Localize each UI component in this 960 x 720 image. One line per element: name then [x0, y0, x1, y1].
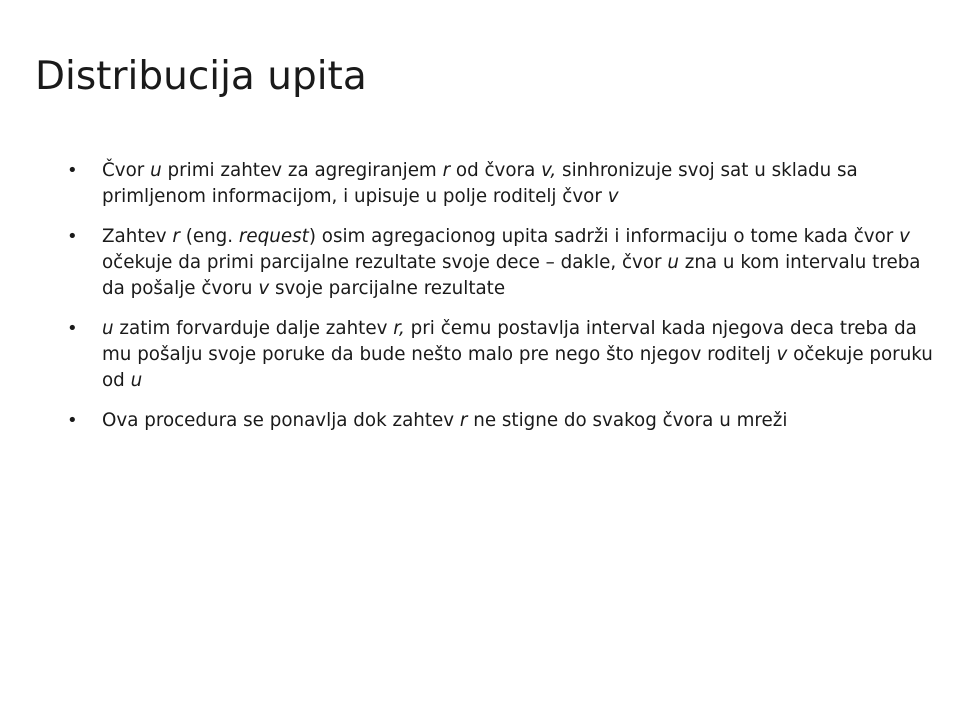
- bullet-text-italic: v: [899, 226, 910, 247]
- bullet-text: pri čemu postavlja interval kada njegova deca treba da mu pošalju svoje poruke da bude nešto malo pre nego što njegov roditelj: [102, 318, 917, 365]
- bullet-text: Čvor: [102, 160, 151, 181]
- bullet-text-italic: r: [442, 160, 451, 181]
- bullet-item: [67, 316, 940, 394]
- bullet-text-italic: r: [459, 410, 468, 431]
- bullet-text: Ova procedura se ponavlja dok zahtev: [102, 410, 460, 431]
- bullet-text: Zahtev: [102, 226, 173, 247]
- bullet-text: zna u kom intervalu treba da pošalje čvoru: [102, 252, 921, 299]
- bullet-text-italic: v,: [541, 160, 557, 181]
- bullet-text: primi zahtev za agregiranjem: [161, 160, 443, 181]
- bullet-text-italic: u: [130, 370, 143, 391]
- bullet-point-icon: •: [67, 226, 78, 247]
- bullet-text-italic: r,: [393, 318, 405, 339]
- bullet-text-italic: u: [667, 252, 679, 273]
- bullet-text: ) osim agregacionog upita sadrži i informaciju o tome kada čvor: [308, 226, 900, 247]
- bullet-text: svoje parcijalne rezultate: [269, 278, 506, 299]
- bullet-item: [67, 158, 940, 210]
- bullet-text: (eng.: [179, 226, 239, 247]
- bullet-item: [67, 224, 940, 302]
- bullet-text-italic: u: [102, 318, 114, 339]
- bullet-text-italic: r: [172, 226, 180, 247]
- bullet-text-italic: request: [238, 226, 309, 247]
- bullet-text-italic: u: [150, 160, 162, 181]
- bullet-point-icon: •: [67, 410, 78, 431]
- bullet-list: [67, 158, 940, 448]
- bullet-point-icon: •: [67, 160, 78, 181]
- bullet-text: sinhronizuje svoj sat u skladu sa primljenom informacijom, i upisuje u polje roditelj čvor: [102, 160, 858, 207]
- bullet-point-icon: •: [67, 318, 78, 339]
- bullet-text: ne stigne do svakog čvora u mreži: [467, 410, 788, 431]
- bullet-text-italic: v: [776, 344, 788, 365]
- bullet-text-italic: v: [607, 186, 619, 207]
- bullet-text: od čvora: [450, 160, 542, 181]
- bullet-text: zatim forvarduje dalje zahtev: [113, 318, 394, 339]
- slide-title: Distribucija upita: [35, 54, 367, 99]
- bullet-item: [67, 408, 940, 434]
- bullet-text: očekuje poruku od: [102, 344, 933, 391]
- bullet-text: očekuje da primi parcijalne rezultate svoje dece – dakle, čvor: [102, 252, 668, 273]
- bullet-text-italic: v: [258, 278, 270, 299]
